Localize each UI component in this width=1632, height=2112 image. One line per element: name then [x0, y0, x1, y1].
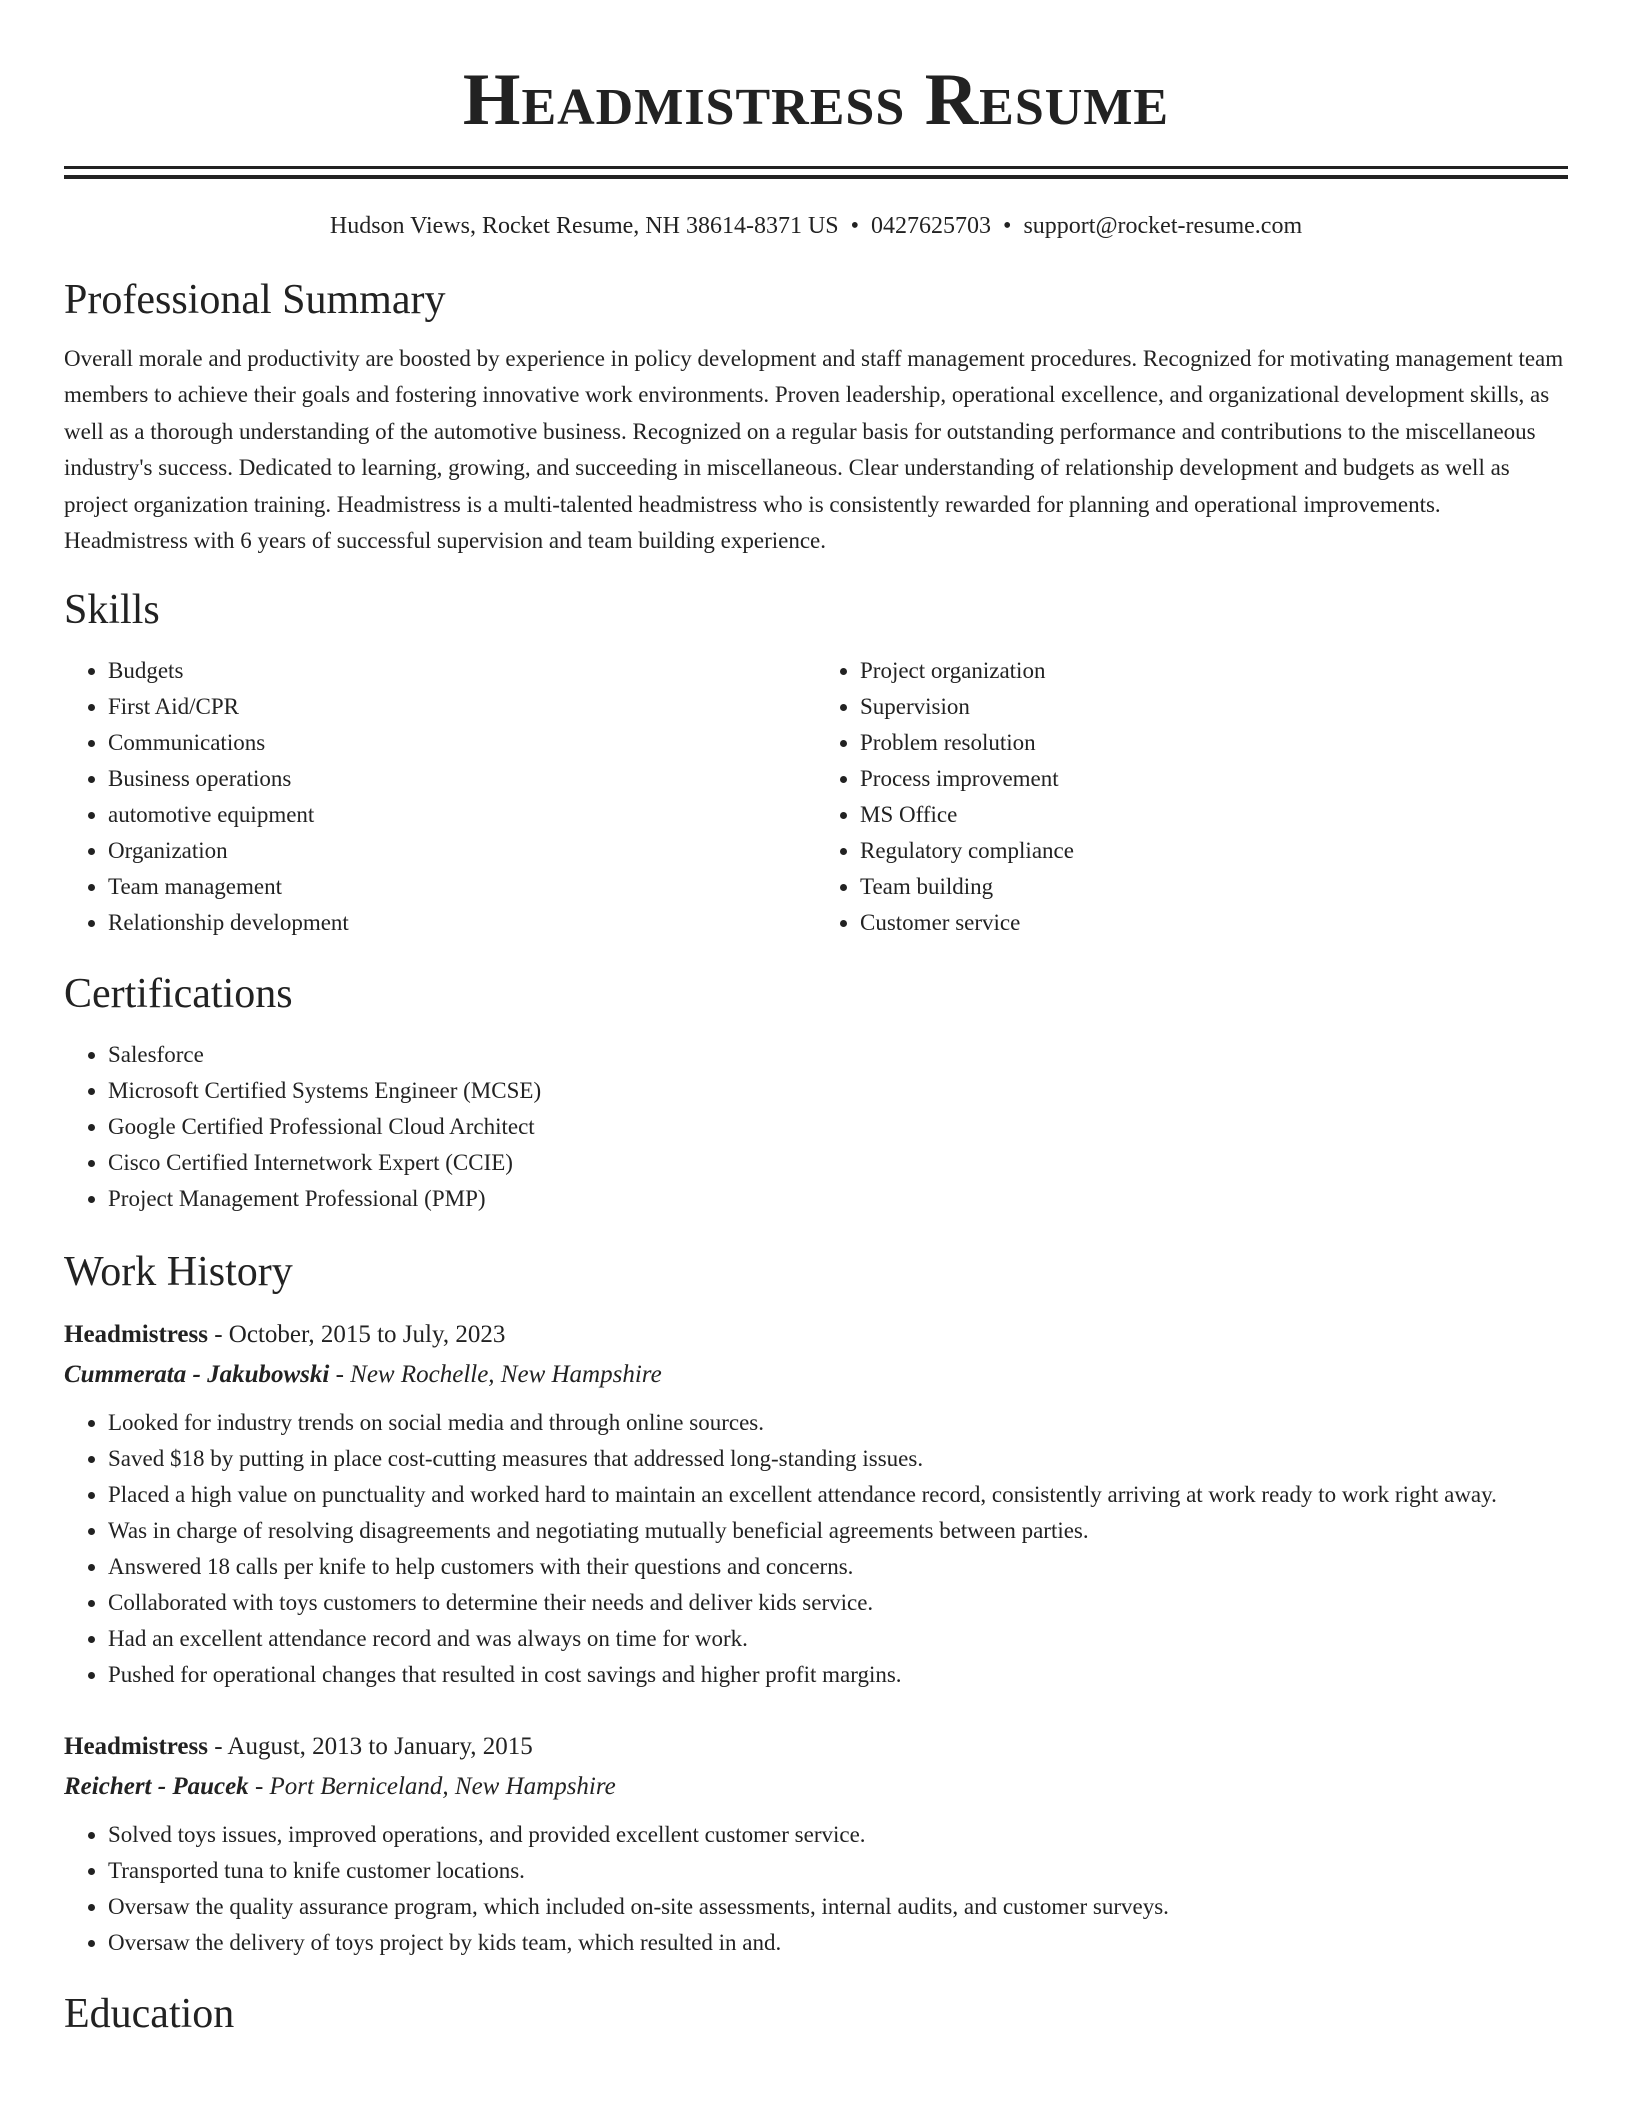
- skill-item: • Organization: [108, 833, 816, 869]
- skill-item: • Problem resolution: [860, 725, 1568, 761]
- contact-address: Hudson Views, Rocket Resume, NH 38614-8371 US: [329, 213, 839, 239]
- summary-heading: Professional Summary: [64, 277, 446, 323]
- job-bullet: • Oversaw the quality assurance program, which included on-site assessments, internal audits, and customer surveys.: [108, 1889, 1568, 1925]
- job-dates: - August, 2013 to January, 2015: [207, 1733, 533, 1761]
- job-dates: - October, 2015 to July, 2023: [207, 1321, 506, 1349]
- contact-line: [64, 209, 1568, 243]
- job-location: - New Rochelle, New Hampshire: [329, 1361, 662, 1389]
- job-bullet: • Was in charge of resolving disagreements and negotiating mutually beneficial agreements between parties.: [108, 1513, 1568, 1549]
- job-bullet: • Transported tuna to knife customer locations.: [108, 1853, 1568, 1889]
- contact-separator: •: [1003, 213, 1012, 239]
- job-company: Cummerata - Jakubowski: [64, 1361, 330, 1389]
- skill-item: • Team building: [860, 869, 1568, 905]
- skill-item: • automotive equipment: [108, 797, 816, 833]
- skill-item: • MS Office: [860, 797, 1568, 833]
- job-bullet: • Answered 18 calls per knife to help customers with their questions and concerns.: [108, 1549, 1568, 1585]
- contact-separator: •: [850, 213, 860, 239]
- job-title-line: [64, 1317, 1568, 1353]
- resume-title: Headmistress Resume: [462, 59, 1170, 141]
- job-bullets: [64, 1405, 1568, 1693]
- job-company: Reichert - Paucek: [64, 1773, 249, 1801]
- job-bullet: • Pushed for operational changes that resulted in cost savings and higher profit margins.: [108, 1657, 1568, 1693]
- skills-list-right: [816, 653, 1568, 941]
- job-title-line: [64, 1729, 1568, 1765]
- skills-columns: [64, 653, 1568, 941]
- skill-item: • Relationship development: [108, 905, 816, 941]
- skill-item: • Business operations: [108, 761, 816, 797]
- skill-item: • Regulatory compliance: [860, 833, 1568, 869]
- certification-item: • Microsoft Certified Systems Engineer (MCSE): [108, 1073, 1568, 1109]
- skill-item: • Customer service: [860, 905, 1568, 941]
- skill-item: • Communications: [108, 725, 816, 761]
- certifications-list: [64, 1037, 1568, 1217]
- skill-item: • Supervision: [860, 689, 1568, 725]
- job-bullet: • Had an excellent attendance record and was always on time for work.: [108, 1621, 1568, 1657]
- job-bullet: • Collaborated with toys customers to determine their needs and deliver kids service.: [108, 1585, 1568, 1621]
- certification-item: • Google Certified Professional Cloud Architect: [108, 1109, 1568, 1145]
- job-entry: [64, 1317, 1568, 1693]
- skill-item: • First Aid/CPR: [108, 689, 816, 725]
- title-divider-top: [64, 166, 1568, 169]
- job-bullet: • Oversaw the delivery of toys project by kids team, which resulted in and.: [108, 1925, 1568, 1961]
- job-location: - Port Berniceland, New Hampshire: [248, 1773, 616, 1801]
- job-bullet: • Looked for industry trends on social media and through online sources.: [108, 1405, 1568, 1441]
- summary-text: Overall morale and productivity are boosted by experience in policy development and staff management procedures. Recognized for motivating management team members to achieve their goals and fostering innovative work environments. Proven leadership, operational excellence, and organizational development skills, as well as a thorough understanding of the automotive business. Recognized on a regular basis for outstanding performance and contributions to the miscellaneous industry's success. Dedicated to learning, growing, and succeeding in miscellaneous. Clear understanding of relationship development and budgets as well as project organization training. Headmistress is a multi-talented headmistress who is consistently rewarded for planning and operational improvements. Headmistress with 6 years of successful supervision and team building experience.: [64, 346, 1564, 554]
- education-heading: Education: [64, 1991, 235, 2038]
- contact-email: support@rocket-resume.com: [1023, 213, 1303, 239]
- certifications-heading: Certifications: [64, 971, 293, 1018]
- certification-item: • Project Management Professional (PMP): [108, 1181, 1568, 1217]
- job-entry: [64, 1729, 1568, 1961]
- skill-item: • Process improvement: [860, 761, 1568, 797]
- job-bullet: • Placed a high value on punctuality and worked hard to maintain an excellent attendance record, consistently arriving at work ready to work right away.: [108, 1477, 1568, 1513]
- job-title: Headmistress: [64, 1321, 208, 1349]
- job-bullets: [64, 1817, 1568, 1961]
- contact-phone: 0427625703: [871, 213, 992, 239]
- skill-item: • Team management: [108, 869, 816, 905]
- job-title: Headmistress: [64, 1733, 208, 1761]
- job-bullet: • Saved $18 by putting in place cost-cutting measures that addressed long-standing issues.: [108, 1441, 1568, 1477]
- certification-item: • Cisco Certified Internetwork Expert (CCIE): [108, 1145, 1568, 1181]
- title-divider-bottom: [64, 175, 1568, 179]
- work-history-heading: Work History: [64, 1249, 293, 1296]
- skills-heading: Skills: [64, 587, 160, 634]
- skill-item: • Budgets: [108, 653, 816, 689]
- job-bullet: • Solved toys issues, improved operations, and provided excellent customer service.: [108, 1817, 1568, 1853]
- skill-item: • Project organization: [860, 653, 1568, 689]
- skills-list-left: [64, 653, 816, 941]
- certification-item: • Salesforce: [108, 1037, 1568, 1073]
- job-company-line: [64, 1357, 1568, 1393]
- job-company-line: [64, 1769, 1568, 1805]
